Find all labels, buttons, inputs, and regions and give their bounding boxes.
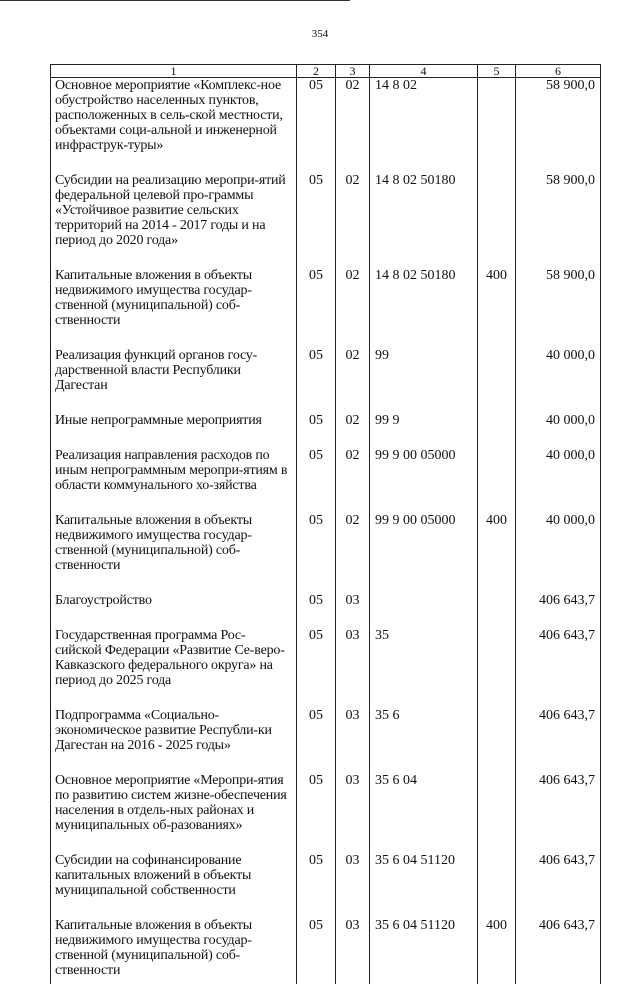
row-target-article xyxy=(370,593,478,628)
row-section-code: 05 xyxy=(297,628,336,708)
table-row xyxy=(51,773,601,853)
row-subsection-code: 03 xyxy=(336,853,370,918)
row-name: Иные непрограммные мероприятия xyxy=(51,413,297,448)
header-rz: 2 xyxy=(297,65,336,78)
row-subsection-code: 03 xyxy=(336,773,370,853)
table-row xyxy=(51,268,601,348)
row-expense-type xyxy=(478,173,516,268)
row-section-code: 05 xyxy=(297,593,336,628)
row-name: Субсидии на софинансирование капитальных вложений в объекты муниципальной собственности xyxy=(51,853,297,918)
row-expense-type xyxy=(478,348,516,413)
row-target-article: 35 6 04 51120 xyxy=(370,918,478,984)
row-expense-type: 400 xyxy=(478,918,516,984)
row-section-code: 05 xyxy=(297,78,336,174)
row-section-code: 05 xyxy=(297,268,336,348)
row-target-article: 14 8 02 xyxy=(370,78,478,174)
row-amount: 40 000,0 xyxy=(516,448,601,513)
header-pr: 3 xyxy=(336,65,370,78)
row-name: Подпрограмма «Социально-экономическое развитие Республи-ки Дагестан на 2016 - 2025 годы» xyxy=(51,708,297,773)
row-amount: 406 643,7 xyxy=(516,773,601,853)
row-name: Основное мероприятие «Комплекс-ное обустройство населенных пунктов, расположенных в сель-ской местности, объектами соци-альной и инженерной инфраструк-туры» xyxy=(51,78,297,174)
row-expense-type xyxy=(478,448,516,513)
row-section-code: 05 xyxy=(297,513,336,593)
row-subsection-code: 02 xyxy=(336,448,370,513)
table-row xyxy=(51,173,601,268)
row-subsection-code: 02 xyxy=(336,268,370,348)
row-section-code: 05 xyxy=(297,708,336,773)
row-amount: 406 643,7 xyxy=(516,918,601,984)
row-section-code: 05 xyxy=(297,413,336,448)
row-subsection-code: 03 xyxy=(336,628,370,708)
row-expense-type: 400 xyxy=(478,513,516,593)
row-expense-type xyxy=(478,708,516,773)
row-name: Субсидии на реализацию меропри-ятий федеральной целевой про-граммы «Устойчивое развитие сельских территорий на 2014 - 2017 годы и на период до 2020 года» xyxy=(51,173,297,268)
header-csr: 4 xyxy=(370,65,478,78)
row-target-article: 35 xyxy=(370,628,478,708)
row-target-article: 35 6 04 51120 xyxy=(370,853,478,918)
table-row xyxy=(51,918,601,984)
row-name: Реализация функций органов госу-дарственной власти Республики Дагестан xyxy=(51,348,297,413)
row-amount: 40 000,0 xyxy=(516,348,601,413)
row-subsection-code: 02 xyxy=(336,78,370,174)
row-expense-type xyxy=(478,853,516,918)
row-target-article: 99 9 00 05000 xyxy=(370,448,478,513)
row-amount: 58 900,0 xyxy=(516,173,601,268)
row-name: Капитальные вложения в объекты недвижимого имущества государ-ственной (муниципальной) соб-ственности xyxy=(51,268,297,348)
row-amount: 406 643,7 xyxy=(516,708,601,773)
row-expense-type xyxy=(478,628,516,708)
row-target-article: 99 9 xyxy=(370,413,478,448)
row-target-article: 99 9 00 05000 xyxy=(370,513,478,593)
header-sum: 6 xyxy=(516,65,601,78)
row-target-article: 35 6 04 xyxy=(370,773,478,853)
row-expense-type xyxy=(478,78,516,174)
row-expense-type: 400 xyxy=(478,268,516,348)
row-section-code: 05 xyxy=(297,173,336,268)
row-subsection-code: 02 xyxy=(336,413,370,448)
row-target-article: 14 8 02 50180 xyxy=(370,268,478,348)
row-subsection-code: 03 xyxy=(336,593,370,628)
table-row xyxy=(51,593,601,628)
row-name: Основное мероприятие «Меропри-ятия по развитию систем жизне-обеспечения населения в отдель-ных районах и муниципальных об-разованиях» xyxy=(51,773,297,853)
row-amount: 40 000,0 xyxy=(516,513,601,593)
header-row xyxy=(51,65,601,78)
row-section-code: 05 xyxy=(297,448,336,513)
row-name: Капитальные вложения в объекты недвижимого имущества государ-ственной (муниципальной) соб-ственности xyxy=(51,918,297,984)
row-subsection-code: 02 xyxy=(336,348,370,413)
table-row xyxy=(51,513,601,593)
table-row xyxy=(51,348,601,413)
row-target-article: 35 6 xyxy=(370,708,478,773)
table-row xyxy=(51,708,601,773)
row-amount: 58 900,0 xyxy=(516,78,601,174)
row-amount: 58 900,0 xyxy=(516,268,601,348)
table-row xyxy=(51,448,601,513)
row-amount: 406 643,7 xyxy=(516,593,601,628)
row-subsection-code: 03 xyxy=(336,708,370,773)
header-name: 1 xyxy=(51,65,297,78)
page-number: 354 xyxy=(311,28,329,40)
row-section-code: 05 xyxy=(297,918,336,984)
row-subsection-code: 02 xyxy=(336,513,370,593)
row-expense-type xyxy=(478,413,516,448)
row-amount: 406 643,7 xyxy=(516,628,601,708)
row-expense-type xyxy=(478,593,516,628)
row-amount: 40 000,0 xyxy=(516,413,601,448)
row-name: Капитальные вложения в объекты недвижимого имущества государ-ственной (муниципальной) соб-ственности xyxy=(51,513,297,593)
row-amount: 406 643,7 xyxy=(516,853,601,918)
row-name: Благоустройство xyxy=(51,593,297,628)
row-subsection-code: 03 xyxy=(336,918,370,984)
row-section-code: 05 xyxy=(297,853,336,918)
budget-table xyxy=(50,64,601,984)
row-name: Государственная программа Рос-сийской Федерации «Развитие Се-веро-Кавказского федерального округа» на период до 2025 года xyxy=(51,628,297,708)
row-expense-type xyxy=(478,773,516,853)
table-row xyxy=(51,413,601,448)
row-name: Реализация направления расходов по иным непрограммным меропри-ятиям в области коммунального хо-зяйства xyxy=(51,448,297,513)
row-section-code: 05 xyxy=(297,773,336,853)
table-row xyxy=(51,78,601,174)
table-row xyxy=(51,853,601,918)
row-target-article: 99 xyxy=(370,348,478,413)
row-subsection-code: 02 xyxy=(336,173,370,268)
table-row xyxy=(51,628,601,708)
row-section-code: 05 xyxy=(297,348,336,413)
row-target-article: 14 8 02 50180 xyxy=(370,173,478,268)
header-vr: 5 xyxy=(478,65,516,78)
top-rule xyxy=(0,0,350,1)
